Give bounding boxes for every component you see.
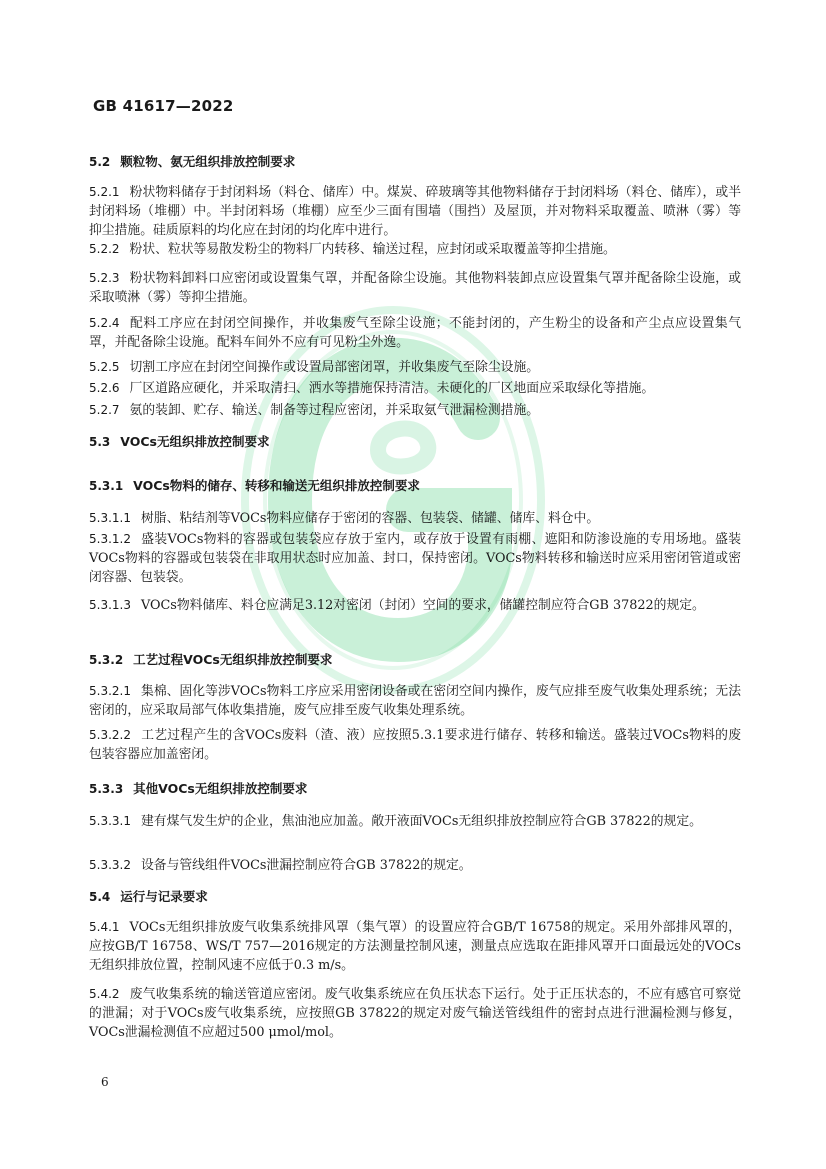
clause-number: 5.2.6 <box>89 381 120 395</box>
clause <box>89 918 741 975</box>
standard-number: GB 41617—2022 <box>93 97 234 115</box>
clause-number: 5.3.3.1 <box>89 814 131 828</box>
section-title: 运行与记录要求 <box>120 889 208 904</box>
section-title: 其他VOCs无组织排放控制要求 <box>133 781 308 796</box>
clause <box>89 596 741 615</box>
clause <box>89 240 741 259</box>
section-heading <box>89 887 208 907</box>
clause <box>89 985 741 1042</box>
section-title: 颗粒物、氨无组织排放控制要求 <box>120 154 296 169</box>
section-number: 5.3 <box>89 435 111 449</box>
clause-text: VOCs无组织排放废气收集系统排风罩（集气罩）的设置应符合GB/T 16758的规定。采用外部排风罩的，应按GB/T 16758、WS/T 757—2016规定的方法测量控制风速，测量点应选取在距排风罩开口面最远处的VOCs无组织排放位置，控制风速不应低于0.3 m/s。 <box>89 920 741 973</box>
clause-number: 5.4.2 <box>89 987 120 1001</box>
clause-number: 5.2.7 <box>89 403 120 417</box>
subsection-heading <box>89 779 307 799</box>
section-title: VOCs无组织排放控制要求 <box>120 434 270 449</box>
clause <box>89 856 741 875</box>
section-number: 5.3.1 <box>89 479 124 493</box>
clause-text: 厂区道路应硬化，并采取清扫、洒水等措施保持清洁。未硬化的厂区地面应采取绿化等措施。 <box>129 381 655 396</box>
clause-text: 集棉、固化等涉VOCs物料工序应采用密闭设备或在密闭空间内操作，废气应排至废气收集处理系统；无法密闭的，应采取局部气体收集措施，废气应排至废气收集处理系统。 <box>89 684 741 718</box>
clause-number: 5.2.1 <box>89 185 120 199</box>
section-heading <box>89 152 295 172</box>
clause-text: 设备与管线组件VOCs泄漏控制应符合GB 37822的规定。 <box>140 858 472 873</box>
clause-text: 氨的装卸、贮存、输送、制备等过程应密闭，并采取氨气泄漏检测措施。 <box>129 403 540 418</box>
clause-text: 切割工序应在封闭空间操作或设置局部密闭罩，并收集废气至除尘设施。 <box>129 360 540 375</box>
clause-number: 5.3.2.2 <box>89 728 131 742</box>
clause-text: VOCs物料储库、料仓应满足3.12对密闭（封闭）空间的要求，储罐控制应符合GB 37822的规定。 <box>140 598 705 613</box>
clause-text: 粉状、粒状等易散发粉尘的物料厂内转移、输送过程，应封闭或采取覆盖等抑尘措施。 <box>129 242 616 257</box>
subsection-heading <box>89 650 332 670</box>
section-title: 工艺过程VOCs无组织排放控制要求 <box>133 652 333 667</box>
clause-number: 5.3.2.1 <box>89 684 131 698</box>
clause <box>89 530 741 587</box>
clause-number: 5.3.1.1 <box>89 511 131 525</box>
clause <box>89 269 741 307</box>
section-number: 5.3.2 <box>89 653 124 667</box>
clause-number: 5.4.1 <box>89 920 120 934</box>
clause <box>89 509 741 528</box>
section-heading <box>89 432 269 452</box>
section-number: 5.3.3 <box>89 782 124 796</box>
clause <box>89 183 741 240</box>
clause-text: 建有煤气发生炉的企业，焦油池应加盖。敞开液面VOCs无组织排放控制应符合GB 37822的规定。 <box>140 814 702 829</box>
clause-number: 5.3.1.3 <box>89 598 131 612</box>
clause-text: 树脂、粘结剂等VOCs物料应储存于密闭的容器、包装袋、储罐、储库、料仓中。 <box>140 511 600 526</box>
clause-text: 盛装VOCs物料的容器或包装袋应存放于室内，或存放于设置有雨棚、遮阳和防渗设施的专用场地。盛装VOCs物料的容器或包装袋在非取用状态时应加盖、封口，保持密闭。VOCs物料转移和输送时应采用密闭管道或密闭容器、包装袋。 <box>89 532 741 585</box>
clause-text: 粉状物料储存于封闭料场（料仓、储库）中。煤炭、碎玻璃等其他物料储存于封闭料场（料仓、储库），或半封闭料场（堆棚）中。半封闭料场（堆棚）应至少三面有围墙（围挡）及屋顶，并对物料采取覆盖、喷淋（雾）等抑尘措施。硅质原料的均化应在封闭的均化库中进行。 <box>89 185 741 238</box>
clause-text: 配料工序应在封闭空间操作，并收集废气至除尘设施；不能封闭的，产生粉尘的设备和产尘点应设置集气罩，并配备除尘设施。配料车间外不应有可见粉尘外逸。 <box>89 316 741 350</box>
clause <box>89 812 741 831</box>
clause-text: 工艺过程产生的含VOCs废料（渣、液）应按照5.3.1要求进行储存、转移和输送。盛装过VOCs物料的废包装容器应加盖密闭。 <box>89 728 741 762</box>
clause-number: 5.3.1.2 <box>89 532 131 546</box>
clause <box>89 358 741 377</box>
clause-number: 5.2.4 <box>89 316 120 330</box>
clause <box>89 726 741 764</box>
clause-number: 5.2.2 <box>89 242 120 256</box>
clause-number: 5.3.3.2 <box>89 858 131 872</box>
subsection-heading <box>89 476 420 496</box>
clause <box>89 379 741 398</box>
page-number: 6 <box>101 1075 109 1089</box>
section-title: VOCs物料的储存、转移和输送无组织排放控制要求 <box>133 478 420 493</box>
section-number: 5.4 <box>89 890 111 904</box>
clause-text: 粉状物料卸料口应密闭或设置集气罩，并配备除尘设施。其他物料装卸点应设置集气罩并配备除尘设施，或采取喷淋（雾）等抑尘措施。 <box>89 271 741 305</box>
clause <box>89 682 741 720</box>
section-number: 5.2 <box>89 155 111 169</box>
clause-number: 5.2.5 <box>89 360 120 374</box>
clause-number: 5.2.3 <box>89 271 120 285</box>
clause <box>89 314 741 352</box>
clause <box>89 401 741 420</box>
clause-text: 废气收集系统的输送管道应密闭。废气收集系统应在负压状态下运行。处于正压状态的，不应有感官可察觉的泄漏；对于VOCs废气收集系统，应按照GB 37822的规定对废气输送管线组件的密封点进行泄漏检测与修复，VOCs泄漏检测值不应超过500 μmol/mol。 <box>89 987 741 1040</box>
